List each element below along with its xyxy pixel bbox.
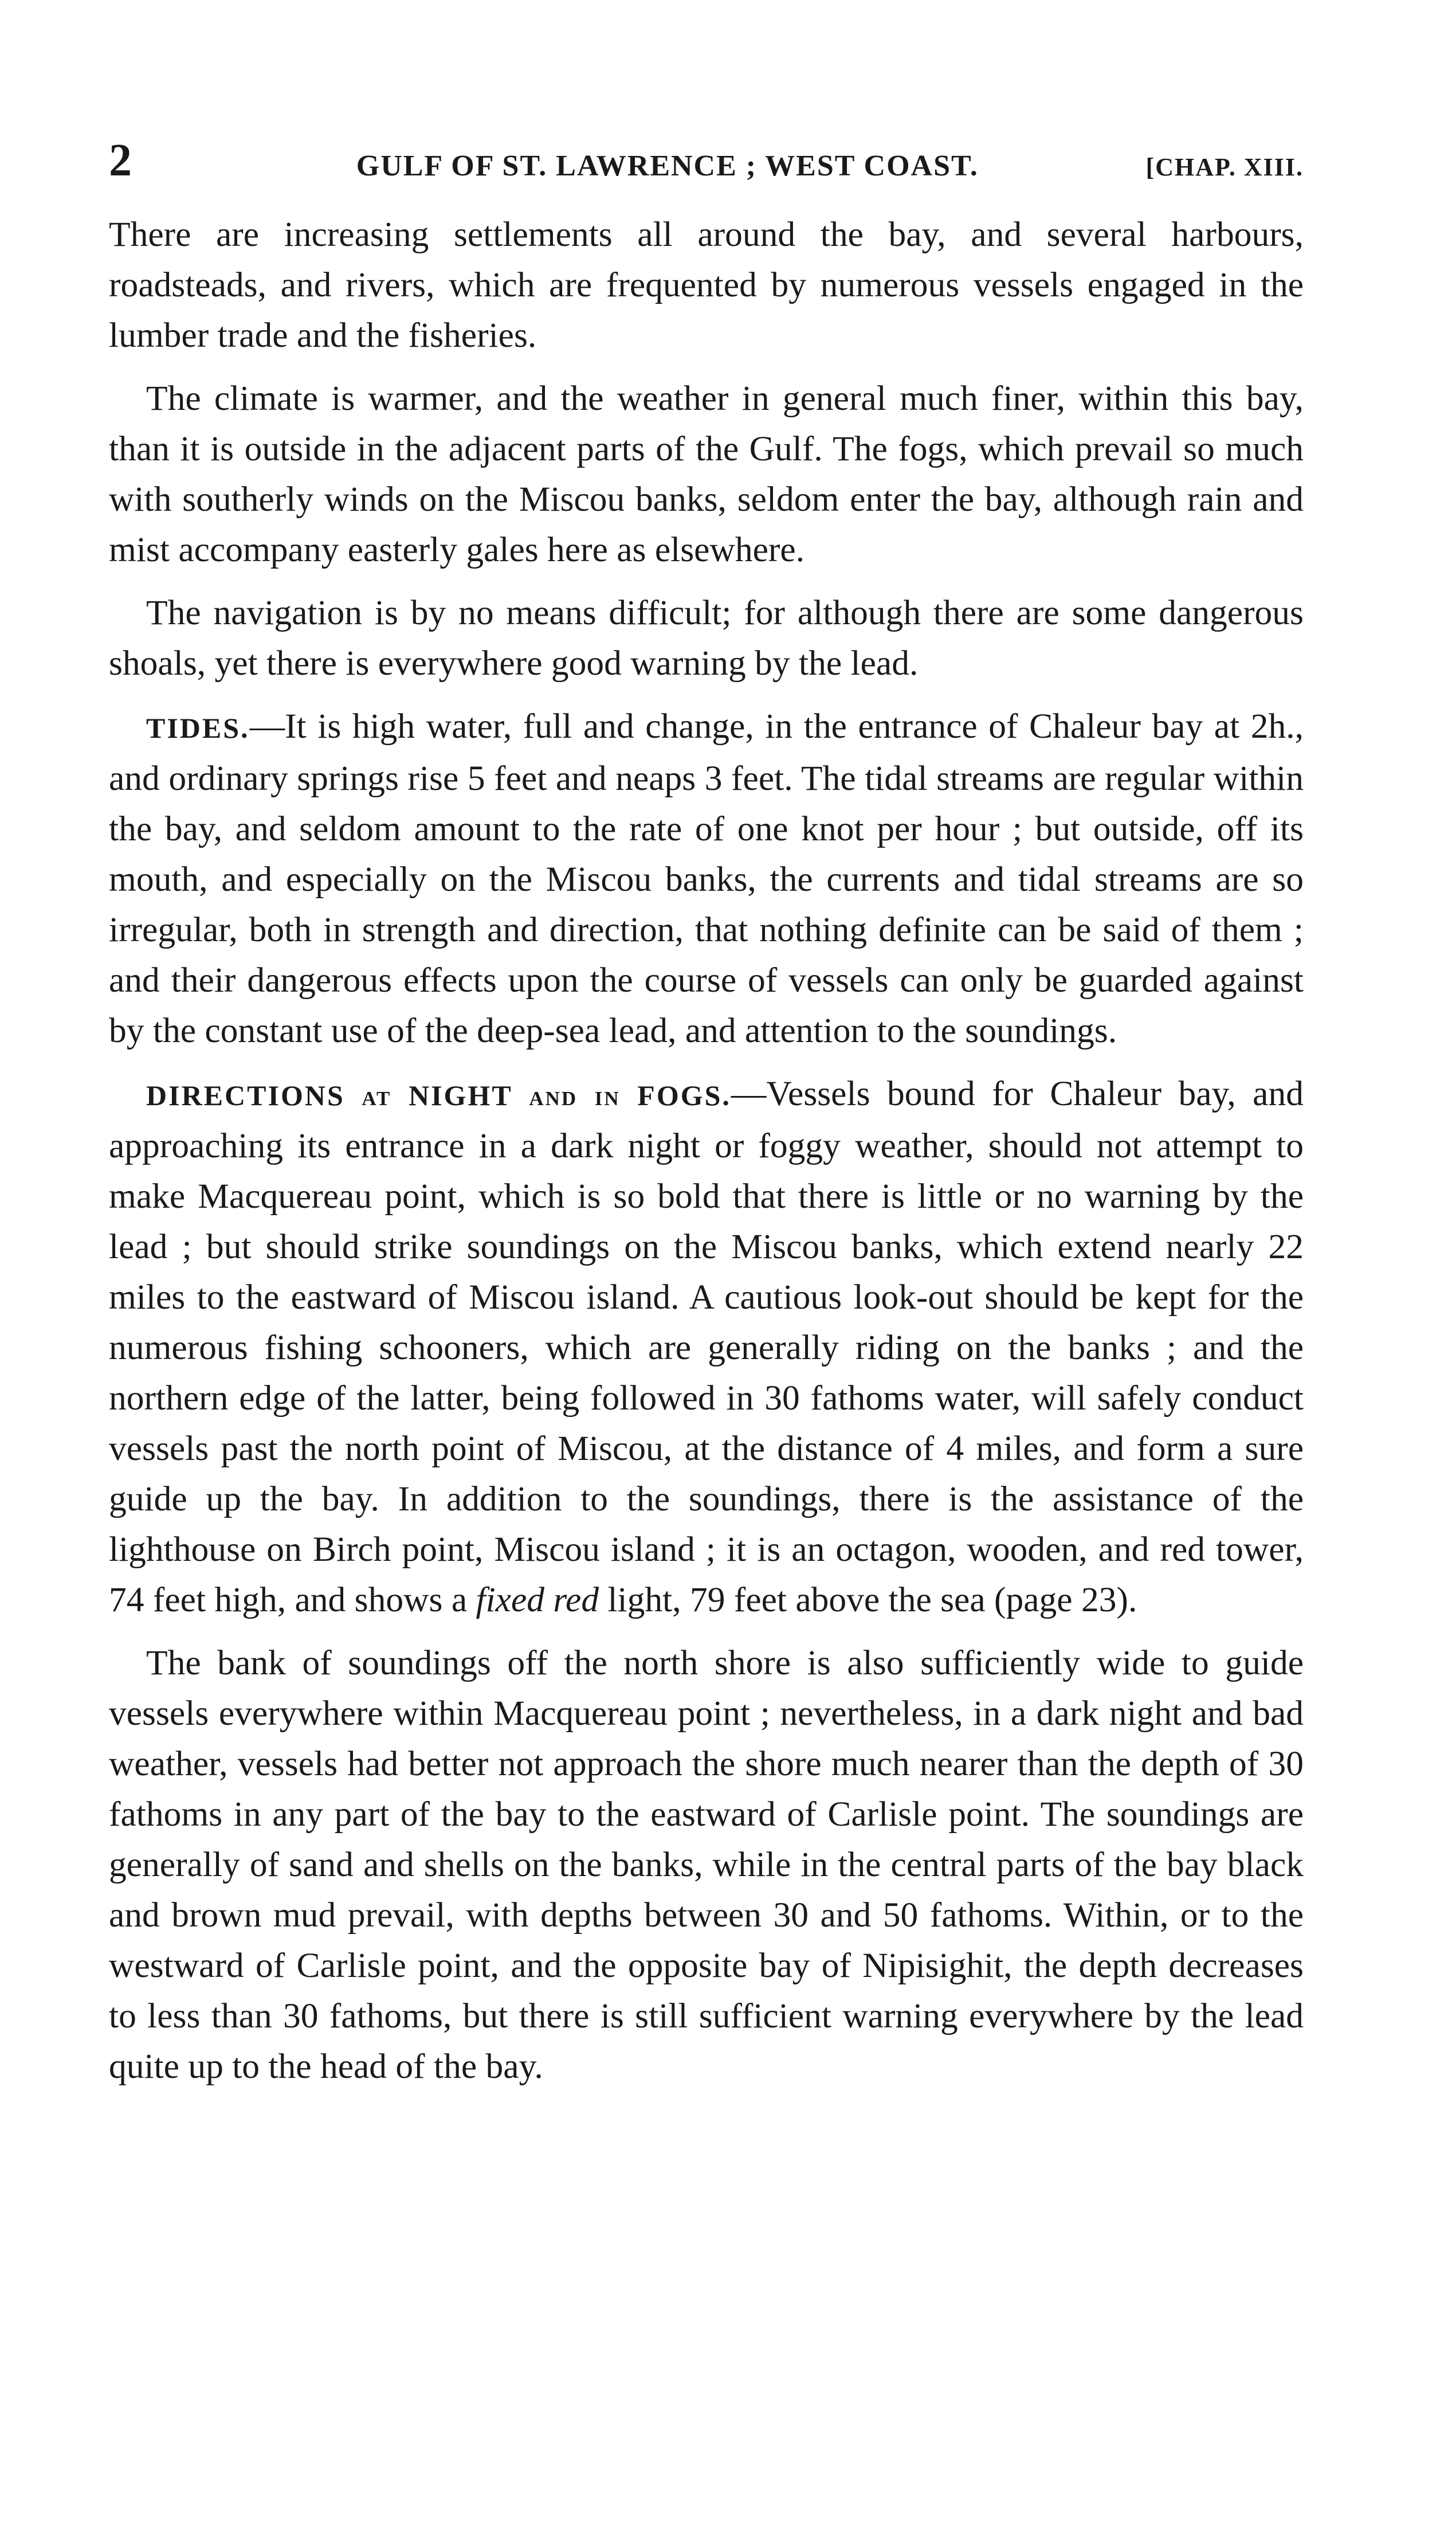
paragraph-directions-italic: fixed red [476, 1580, 599, 1619]
paragraph-navigation: The navigation is by no means difficult; for although there are some dangerous shoals, yet there is everywhere good warning by the lead. [109, 593, 1304, 683]
paragraph-directions [109, 1068, 1304, 1625]
paragraph-directions-text-a: —Vessels bound for Chaleur bay, and approaching its entrance in a dark night or foggy weather, should not attempt to make Macquereau point, which is so bold that there is little or no warning by the lead ; but should strike soundings on the Miscou banks, which extend nearly 22 miles to the eastward of Miscou island. A cautious look-out should be kept for the numerous fishing schooners, which are generally riding on the banks ; and the northern edge of the latter, being followed in 30 fathoms water, will safely conduct vessels past the north point of Miscou, at the distance of 4 miles, and form a sure guide up the bay. In addition to the soundings, there is the assistance of the lighthouse on Birch point, Miscou island ; it is an octagon, wooden, and red tower, 74 feet high, and shows a [109, 1074, 1304, 1619]
chapter-reference: [CHAP. XIII. [1145, 153, 1304, 181]
page-header [109, 135, 1304, 186]
paragraph-climate: The climate is warmer, and the weather in general much finer, within this bay, than it is outside in the adjacent parts of the Gulf. The fogs, which prevail so much with southerly winds on the Miscou banks, seldom enter the bay, although rain and mist accompany easterly gales here as elsewhere. [109, 379, 1304, 569]
paragraph-tides-text: —It is high water, full and change, in the entrance of Chaleur bay at 2h., and ordinary springs rise 5 feet and neaps 3 feet. The tidal streams are regular within the bay, and seldom amount to the rate of one knot per hour ; but outside, off its mouth, and especially on the Miscou banks, the currents and tidal streams are so irregular, both in strength and direction, that nothing definite can be said of them ; and their dangerous effects upon the course of vessels can only be guarded against by the constant use of the deep-sea lead, and attention to the soundings. [109, 707, 1304, 1050]
document-page [109, 135, 1304, 2104]
running-title: GULF OF ST. LAWRENCE ; WEST COAST. [356, 150, 979, 182]
page-number: 2 [109, 135, 133, 186]
section-heading-directions: DIRECTIONS at NIGHT and in FOGS. [146, 1079, 731, 1111]
paragraph-tides [109, 701, 1304, 1056]
section-heading-tides: TIDES. [146, 712, 250, 744]
paragraph-settlements: There are increasing settlements all around the bay, and several harbours, roadsteads, and rivers, which are frequented by numerous vessels engaged in the lumber trade and the fisheries. [109, 215, 1304, 355]
paragraph-soundings: The bank of soundings off the north shore is also sufficiently wide to guide vessels everywhere within Macquereau point ; nevertheless, in a dark night and bad weather, vessels had better not approach the shore much nearer than the depth of 30 fathoms in any part of the bay to the eastward of Carlisle point. The soundings are generally of sand and shells on the banks, while in the central parts of the bay black and brown mud prevail, with depths between 30 and 50 fathoms. Within, or to the westward of Carlisle point, and the opposite bay of Nipisighit, the depth decreases to less than 30 fathoms, but there is still sufficient warning everywhere by the lead quite up to the head of the bay. [109, 1643, 1304, 2086]
paragraph-directions-text-b: light, 79 feet above the sea (page 23). [599, 1580, 1137, 1619]
